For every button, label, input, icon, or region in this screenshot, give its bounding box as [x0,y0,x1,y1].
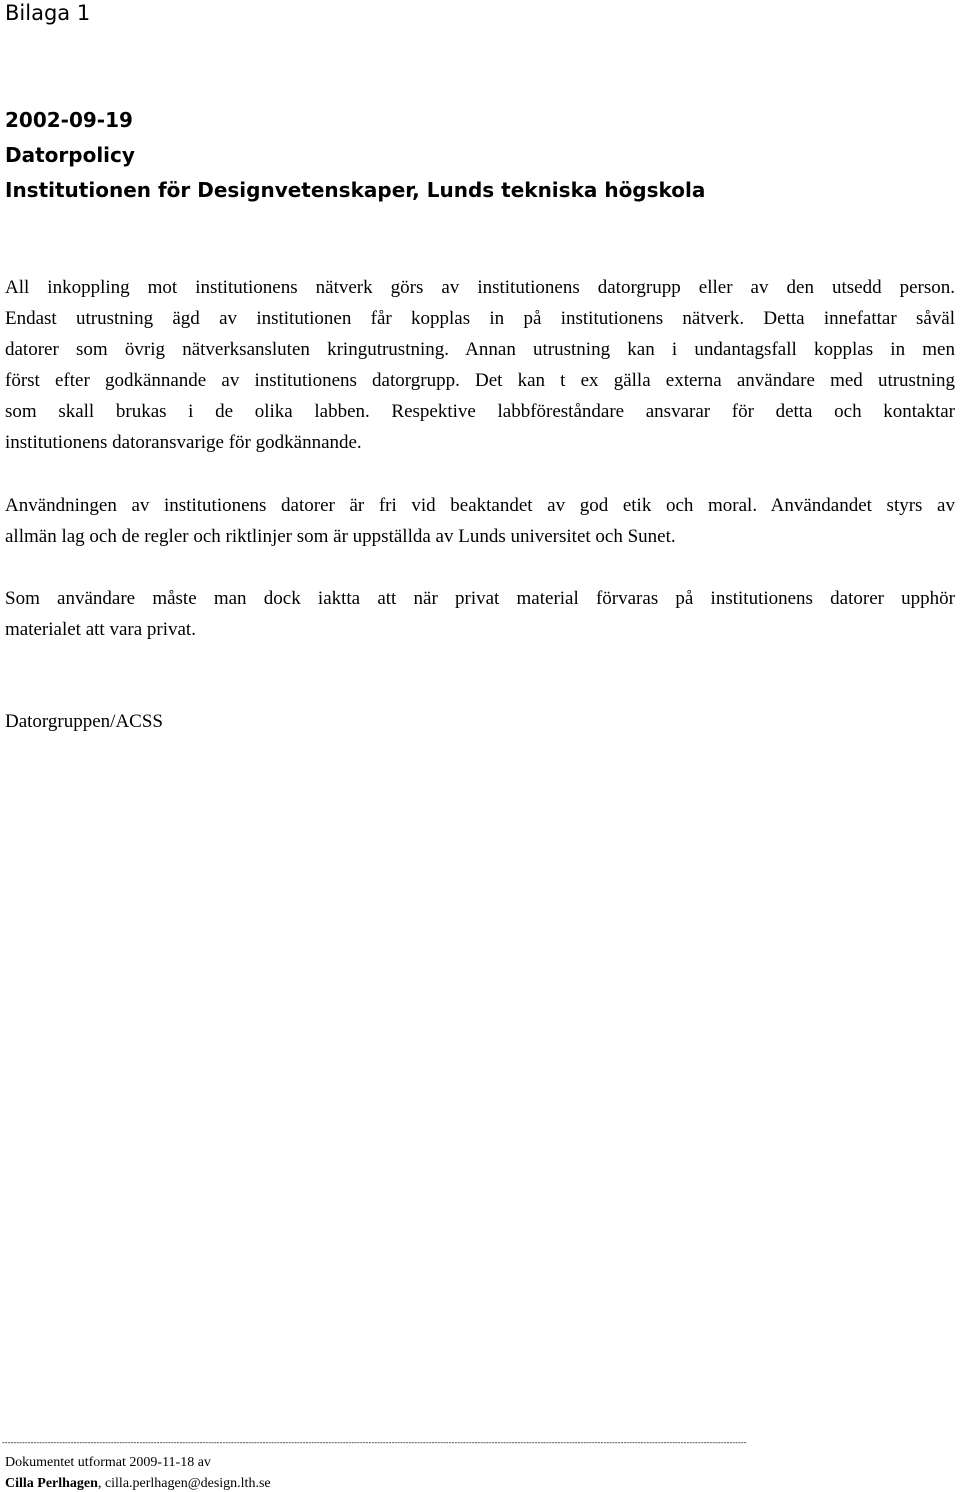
author-email: cilla.perlhagen@design.lth.se [104,1476,271,1491]
footer-created: Dokumentet utformat 2009-11-18 av [5,1455,211,1470]
text-line: institutionens datoransvarige för godkännande. [5,432,362,453]
text-line: som skall brukas i de olika labben. Respektive labbföreståndare ansvarar för detta och kontaktar [5,401,955,422]
text-line: Som användare måste man dock iaktta att när privat material förvaras på institutionens datorer upphör [5,588,955,609]
appendix-label: Bilaga 1 [5,1,91,25]
author-separator: , [97,1476,105,1491]
document-date: 2002-09-19 [5,108,133,132]
footer-separator: -------------------------------------------------------------------------------------------------------------------------------------------------------------------------------------------------------------------------------------------------------------------- [2,1438,747,1447]
paragraph-network [5,272,955,458]
signature [5,706,955,737]
signature-text: Datorgruppen/ACSS [5,711,163,732]
author-name: Cilla Perlhagen [5,1476,98,1491]
text-line: först efter godkännande av institutionens datorgrupp. Det kan t ex gälla externa användare med utrustning [5,370,955,391]
footer-author [5,1476,271,1492]
text-line: materialet att vara privat. [5,619,196,640]
document-title: Datorpolicy [5,143,135,167]
text-line: allmän lag och de regler och riktlinjer som är uppställda av Lunds universitet och Sunet. [5,526,676,547]
paragraph-usage [5,490,955,552]
institution-name: Institutionen för Designvetenskaper, Lunds tekniska högskola [5,178,706,202]
text-line: Användningen av institutionens datorer är fri vid beaktandet av god etik och moral. Användandet styrs av [5,495,955,516]
text-line: All inkoppling mot institutionens nätverk görs av institutionens datorgrupp eller av den utsedd person. [5,277,955,298]
text-line: Endast utrustning ägd av institutionen får kopplas in på institutionens nätverk. Detta innefattar såväl [5,308,955,329]
text-line: datorer som övrig nätverksansluten kringutrustning. Annan utrustning kan i undantagsfall kopplas in men [5,339,955,360]
paragraph-privacy [5,583,955,645]
